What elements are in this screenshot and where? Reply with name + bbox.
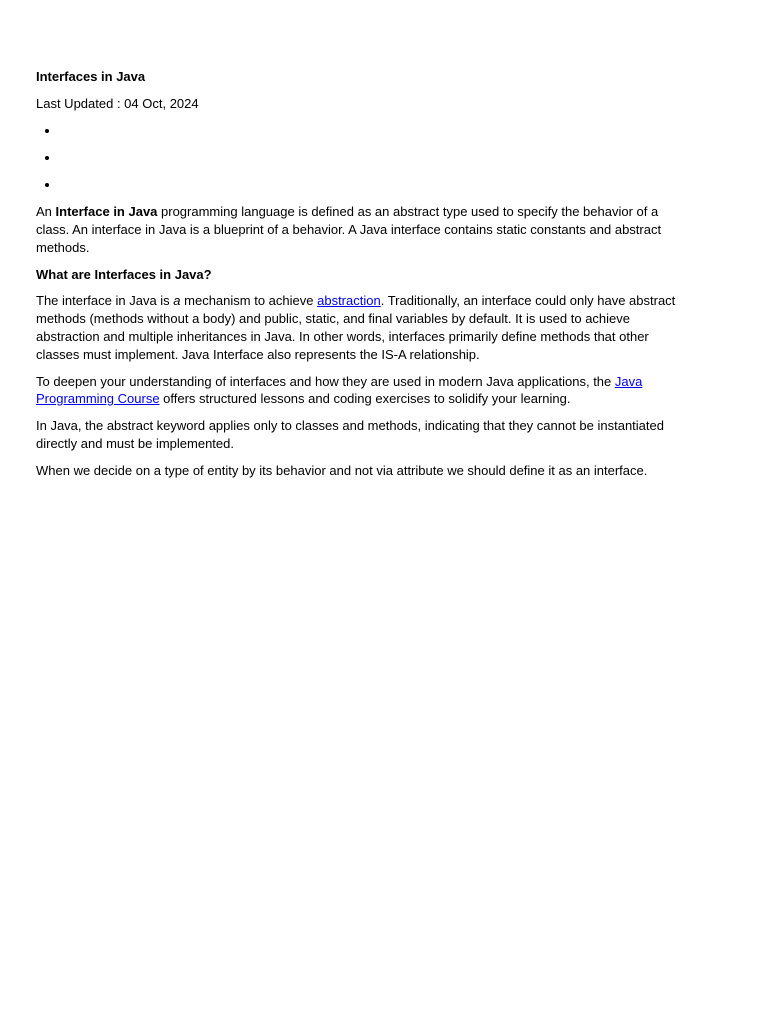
course-paragraph [36,373,676,409]
list-item [60,176,676,194]
intro-paragraph [36,203,676,256]
java-course-link[interactable]: Java Programming Course [36,373,643,407]
definition-part3: . Traditionally, an interface could only have abstract methods (methods without a body) and public, static, and final variables by default. It is used to achieve abstraction and multiple inheritances in Java. In other words, interfaces primarily define methods that other classes must implement. Java Interface also represents the IS-A relationship. [36,293,676,362]
entity-behavior-paragraph: When we decide on a type of entity by its behavior and not via attribute we should define it as an interface. [36,462,648,478]
list-item [60,149,676,167]
definition-paragraph [36,292,676,363]
definition-italic: a [173,293,181,309]
abstraction-link[interactable]: abstraction [317,293,381,309]
list-item [60,122,676,140]
definition-part1: The interface in Java is [36,293,174,309]
article [36,68,676,489]
bullet-list [36,122,676,195]
intro-suffix: programming language is defined as an abstract type used to specify the behavior of a class. An interface in Java is a blueprint of a behavior. A Java interface contains static constants and abstract methods. [36,204,662,255]
section-heading: What are Interfaces in Java? [36,266,212,282]
article-title: Interfaces in Java [36,69,146,84]
course-part2: offers structured lessons and coding exercises to solidify your learning. [159,391,571,407]
last-updated: Last Updated : 04 Oct, 2024 [36,95,199,111]
intro-prefix: An [36,204,56,220]
intro-bold-term: Interface in Java [55,204,158,220]
definition-part2: mechanism to achieve [180,293,318,309]
course-part1: To deepen your understanding of interfaces and how they are used in modern Java applications, the [36,373,615,389]
abstract-keyword-paragraph: In Java, the abstract keyword applies only to classes and methods, indicating that they cannot be instantiated directly and must be implemented. [36,418,664,451]
